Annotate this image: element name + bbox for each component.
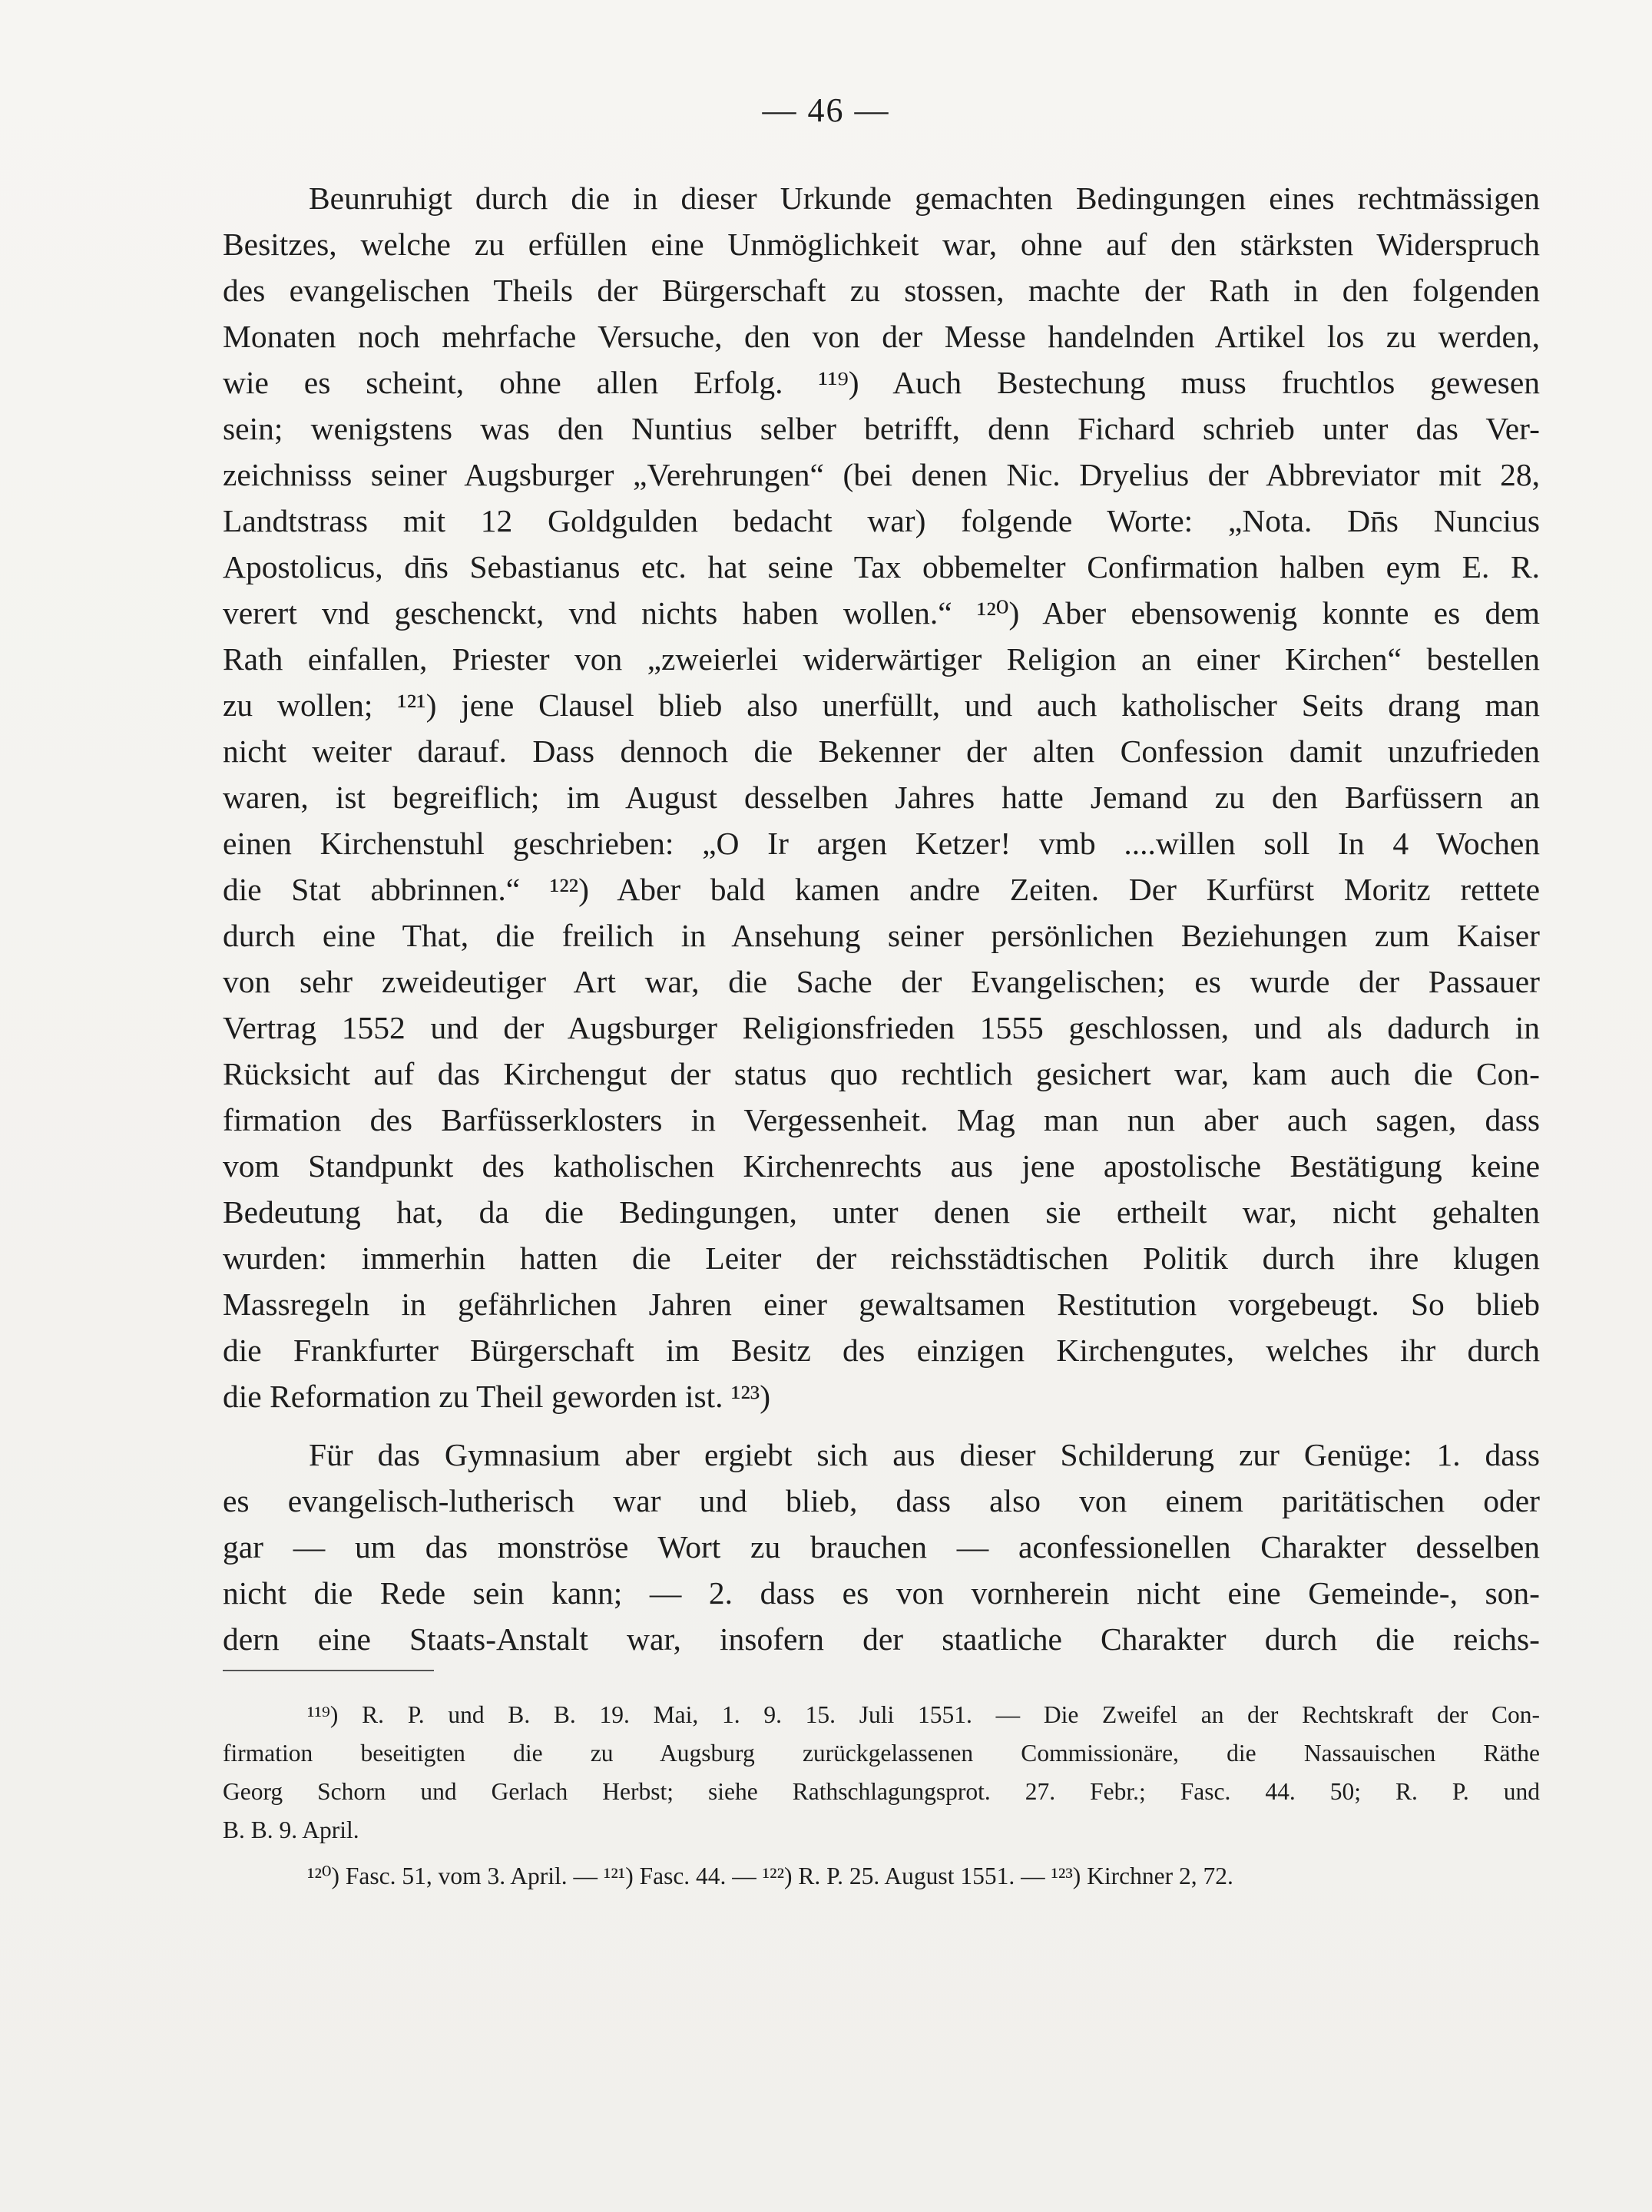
- text-line: Massregeln in gefährlichen Jahren einer gewaltsamen Restitution vorgebeugt. So blieb: [223, 1286, 1540, 1322]
- text-line: Apostolicus, dn̄s Sebastianus etc. hat seine Tax obbemelter Confirmation halben eym E. R.: [223, 549, 1540, 584]
- text-line: dern eine Staats-Anstalt war, insofern der staatliche Charakter durch die reichs-: [223, 1621, 1540, 1657]
- text-line: Bedeutung hat, da die Bedingungen, unter denen sie ertheilt war, nicht gehalten: [223, 1194, 1540, 1230]
- text-line: von sehr zweideutiger Art war, die Sache der Evangelischen; es wurde der Passauer: [223, 964, 1540, 999]
- text-line: Landtstrass mit 12 Goldgulden bedacht war) folgende Worte: „Nota. Dn̄s Nuncius: [223, 503, 1540, 538]
- text-line: die Frankfurter Bürgerschaft im Besitz des einzigen Kirchengutes, welches ihr durch: [223, 1333, 1540, 1368]
- text-line: Für das Gymnasium aber ergiebt sich aus dieser Schilderung zur Genüge: 1. dass: [309, 1437, 1540, 1472]
- text-line: die Reformation zu Theil geworden ist. ¹²³): [223, 1379, 771, 1414]
- text-line: Monaten noch mehrfache Versuche, den von der Messe handelnden Artikel los zu werden,: [223, 319, 1540, 354]
- body-text: [223, 175, 1540, 1662]
- text-line: zeichnisss seiner Augsburger „Verehrungen“ (bei denen Nic. Dryelius der Abbreviator mit 28,: [223, 457, 1540, 492]
- text-line: wie es scheint, ohne allen Erfolg. ¹¹⁹) Auch Bestechung muss fruchtlos gewesen: [223, 365, 1540, 400]
- text-line: zu wollen; ¹²¹) jene Clausel blieb also unerfüllt, und auch katholischer Seits drang man: [223, 687, 1540, 723]
- text-line: Besitzes, welche zu erfüllen eine Unmöglichkeit war, ohne auf den stärksten Widerspruch: [223, 227, 1540, 262]
- text-line: einen Kirchenstuhl geschrieben: „O Ir argen Ketzer! vmb ....willen soll In 4 Wochen: [223, 826, 1540, 861]
- text-line: sein; wenigstens was den Nuntius selber betrifft, denn Fichard schrieb unter das Ver-: [223, 411, 1540, 446]
- footnote-line: ¹¹⁹) R. P. und B. B. 19. Mai, 1. 9. 15. Juli 1551. — Die Zweifel an der Rechtskraft der Con-: [307, 1701, 1540, 1728]
- page-number: — 46 —: [762, 91, 890, 129]
- text-line: die Stat abbrinnen.“ ¹²²) Aber bald kamen andre Zeiten. Der Kurfürst Moritz rettete: [223, 872, 1540, 907]
- text-line: verert vnd geschenckt, vnd nichts haben wollen.“ ¹²⁰) Aber ebensowenig konnte es dem: [223, 595, 1540, 631]
- text-line: wurden: immerhin hatten die Leiter der reichsstädtischen Politik durch ihre klugen: [223, 1240, 1540, 1276]
- text-line: es evangelisch-lutherisch war und blieb, dass also von einem paritätischen oder: [223, 1483, 1540, 1518]
- paragraph-gap: [223, 1419, 1540, 1432]
- footnote-line: B. B. 9. April.: [223, 1816, 359, 1843]
- text-line: vom Standpunkt des katholischen Kirchenrechts aus jene apostolische Bestätigung keine: [223, 1148, 1540, 1184]
- footnotes: [223, 1696, 1540, 1896]
- footnote-line: firmation beseitigten die zu Augsburg zurückgelassenen Commissionäre, die Nassauischen Räthe: [223, 1740, 1540, 1767]
- footnote-gap: [223, 1849, 1540, 1857]
- text-line: Beunruhigt durch die in dieser Urkunde gemachten Bedingungen eines rechtmässigen: [309, 180, 1540, 216]
- text-line: nicht die Rede sein kann; — 2. dass es von vornherein nicht eine Gemeinde-, son-: [223, 1575, 1540, 1611]
- text-line: Rath einfallen, Priester von „zweierlei widerwärtiger Religion an einer Kirchen“ bestellen: [223, 641, 1540, 677]
- text-line: gar — um das monströse Wort zu brauchen — aconfessionellen Charakter desselben: [223, 1529, 1540, 1565]
- text-line: firmation des Barfüsserklosters in Vergessenheit. Mag man nun aber auch sagen, dass: [223, 1102, 1540, 1137]
- text-line: durch eine That, die freilich in Ansehung seiner persönlichen Beziehungen zum Kaiser: [223, 918, 1540, 953]
- footnote-line: ¹²⁰) Fasc. 51, vom 3. April. — ¹²¹) Fasc. 44. — ¹²²) R. P. 25. August 1551. — ¹²³) Kirchner 2, 72.: [307, 1863, 1233, 1889]
- footnote-divider: [223, 1670, 434, 1671]
- text-line: waren, ist begreiflich; im August desselben Jahres hatte Jemand zu den Barfüssern an: [223, 780, 1540, 815]
- text-line: des evangelischen Theils der Bürgerschaft zu stossen, machte der Rath in den folgenden: [223, 273, 1540, 308]
- text-line: Rücksicht auf das Kirchengut der status quo rechtlich gesichert war, kam auch die Con-: [223, 1056, 1540, 1091]
- footnote-line: Georg Schorn und Gerlach Herbst; siehe Rathschlagungsprot. 27. Febr.; Fasc. 44. 50; R. P. und: [223, 1778, 1540, 1805]
- text-line: nicht weiter darauf. Dass dennoch die Bekenner der alten Confession damit unzufrieden: [223, 733, 1540, 769]
- text-line: Vertrag 1552 und der Augsburger Religionsfrieden 1555 geschlossen, und als dadurch in: [223, 1010, 1540, 1045]
